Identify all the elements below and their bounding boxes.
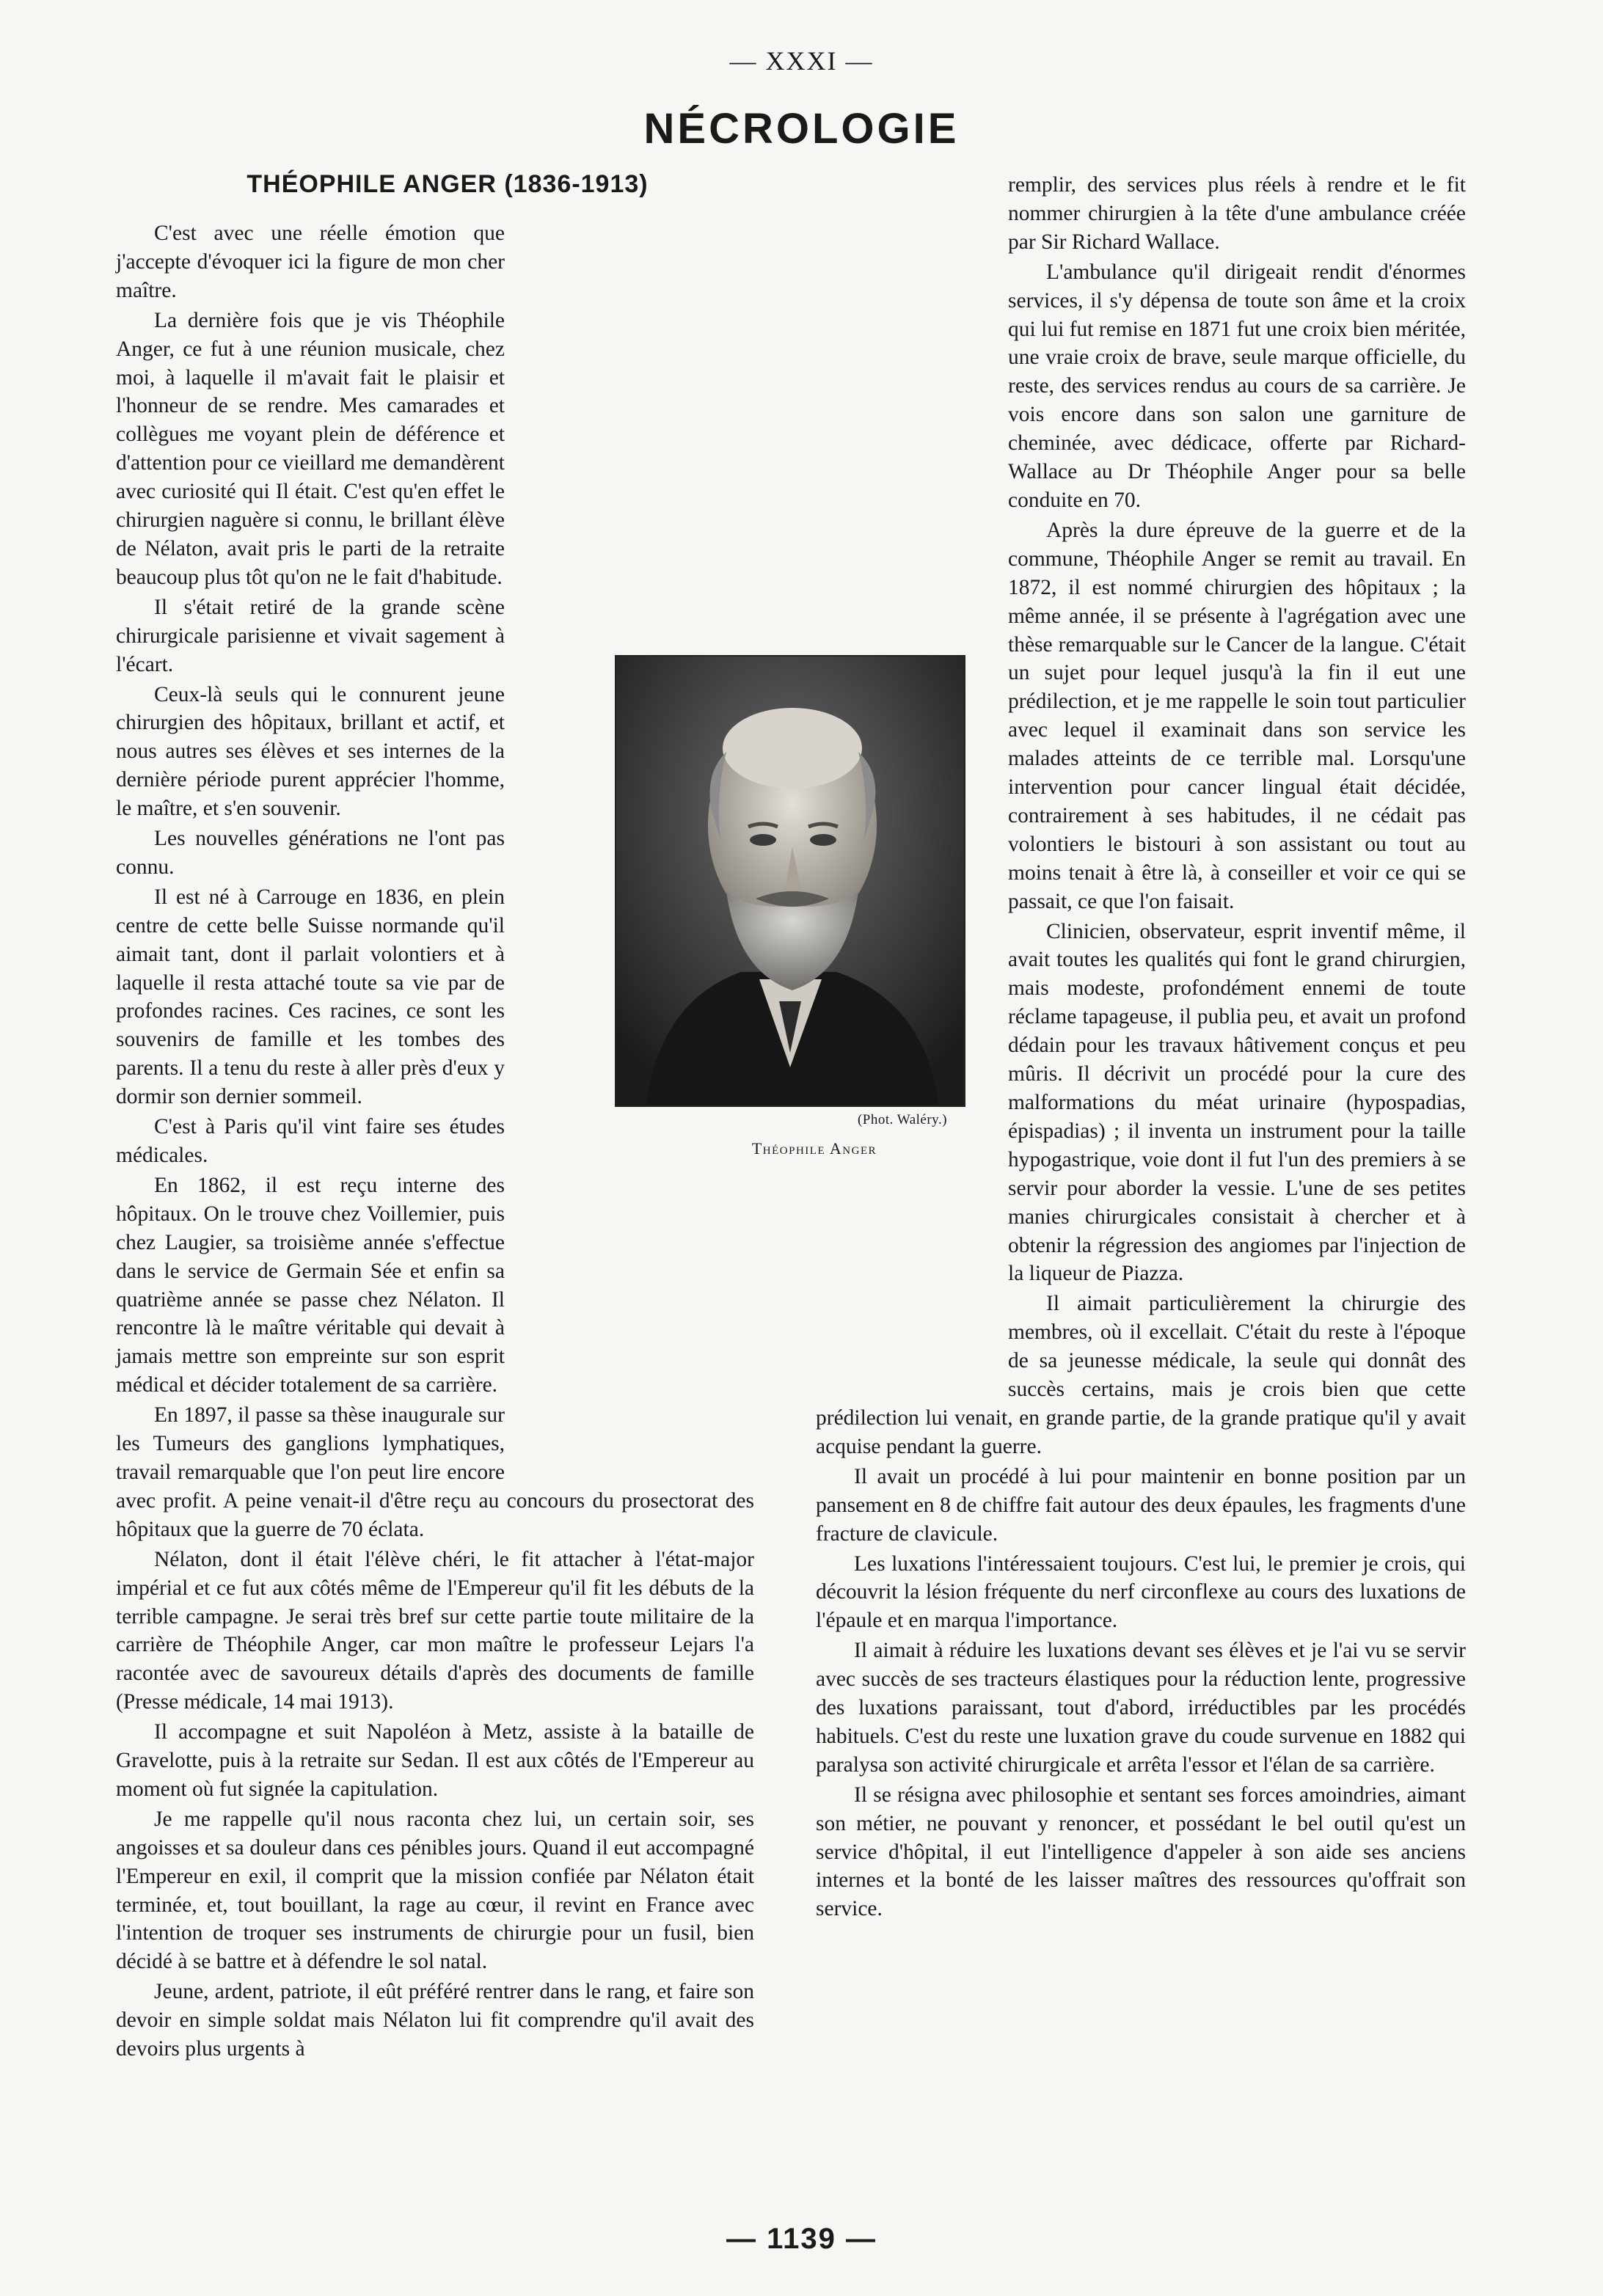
page-number: — 1139 — <box>726 2223 877 2255</box>
section-title: NÉCROLOGIE <box>643 105 960 153</box>
paragraph: Clinicien, observateur, esprit inventif même, il avait toutes les qualités qui font le grand chirurgien, mais modeste, profondément ennemi de toute réclame tapageuse, il publia peu, et avait un profond dédain pour les travaux hâtivement conçus et peu mûris. Il décrivit un procédé pour la cure des malformations du méat urinaire (hypospadias, épispadias) ; il inventa un instrument pour la taille hypogastrique, voie dont il fut l'un des premiers à se servir pour aborder la vessie. L'une de ses petites manies chirurgicales consistait à chercher et à obtenir la régression des angiomes par l'injection de la liqueur de Piazza. <box>1008 919 1466 1286</box>
paragraph: Il accompagne et suit Napoléon à Metz, assiste à la bataille de Gravelotte, puis à la retraite sur Sedan. Il est aux côtés de l'Empereur au moment où fut signée la capitulation. <box>116 1720 754 1801</box>
paragraph: Il aimait particulièrement la chirurgie des membres, où il excellait. C'était du reste à l'époque de sa jeunesse médicale, la seule qui donnât des succès certains, mais je crois bien que cette prédilection lui venait, en grande partie, de la grande pratique qu'il y avait acquise pendant la guerre. <box>816 1292 1466 1458</box>
article-title: THÉOPHILE ANGER (1836-1913) <box>247 170 649 198</box>
paragraph: Je me rappelle qu'il nous raconta chez lui, un certain soir, ses angoisses et sa douleur dans ces pénibles jours. Quand il eut accompagné l'Empereur en exil, il comprit que la mission confiée par Nélaton était terminée, et, tout bouillant, la rage au cœur, il revint en France avec l'intention de troquer ses instruments de chirurgie pour un fusil, bien décidé à se battre et à défendre le sol natal. <box>116 1807 754 1974</box>
paragraph: Jeune, ardent, patriote, il eût préféré rentrer dans le rang, et faire son devoir en simple soldat mais Nélaton lui fit comprendre qu'il avait des devoirs plus urgents à <box>116 1980 754 2061</box>
paragraph: Ceux-là seuls qui le connurent jeune chirurgien des hôpitaux, brillant et actif, et nous autres ses élèves et ses internes de la dernière période purent apprécier l'homme, le maître, et s'en souvenir. <box>116 682 505 821</box>
paragraph: remplir, des services plus réels à rendre et le fit nommer chirurgien à la tête d'une ambulance créée par Sir Richard Wallace. <box>1008 173 1466 254</box>
paragraph: Il s'était retiré de la grande scène chirurgicale parisienne et vivait sagement à l'écart. <box>116 595 505 676</box>
paragraph: Les nouvelles générations ne l'ont pas connu. <box>116 827 505 879</box>
paragraph: Nélaton, dont il était l'élève chéri, le fit attacher à l'état-major impérial et ce fut aux côtés même de l'Empereur qu'il fit les débuts de la terrible campagne. Je serai très bref sur cette partie toute militaire de la carrière de Théophile Anger, car mon maître le professeur Lejars l'a racontée avec de savoureux détails d'après des documents de famille (Presse médicale, 14 mai 1913). <box>116 1547 754 1714</box>
left-column <box>116 219 754 2063</box>
paragraph: Il est né à Carrouge en 1836, en plein centre de cette belle Suisse normande qu'il aimait tant, dont il parlait volontiers et à laquelle il resta attaché toute sa vie par de profondes racines. Ces racines, ce sont les souvenirs de famille et les tombes des parents. Il a tenu du reste à aller près d'eux y dormir son dernier sommeil. <box>116 885 505 1109</box>
paragraph: La dernière fois que je vis Théophile Anger, ce fut à une réunion musicale, chez moi, à laquelle il m'avait fait le plaisir et l'honneur de se rendre. Mes camarades et collègues me voyant plein de déférence et d'attention pour ce vieillard me demandèrent avec curiosité qui Il était. C'est qu'en effet le chirurgien naguère si connu, le brillant élève de Nélaton, avait pris le parti de la retraite beaucoup plus tôt qu'on ne le fait d'habitude. <box>116 308 505 589</box>
paragraph: C'est avec une réelle émotion que j'accepte d'évoquer ici la figure de mon cher maître. <box>116 222 505 302</box>
page-header-roman: — XXXI — <box>729 46 874 76</box>
paragraph: En 1862, il est reçu interne des hôpitaux. On le trouve chez Voillemier, puis chez Laugier, sa troisième année s'effectue dans le service de Germain Sée et enfin sa quatrième année se passe chez Nélaton. Il rencontre là le maître véritable qui devait à jamais mettre son empreinte sur son esprit médical et décider totalement de sa carrière. <box>116 1173 505 1397</box>
paragraph: Il avait un procédé à lui pour maintenir en bonne position par un pansement en 8 de chiffre fait autour des deux épaules, les fragments d'une fracture de clavicule. <box>816 1464 1466 1546</box>
paragraph: C'est à Paris qu'il vint faire ses études médicales. <box>116 1115 505 1167</box>
paragraph: Les luxations l'intéressaient toujours. C'est lui, le premier je crois, qui découvrit la lésion fréquente du nerf circonflexe au cours des luxations de l'épaule et en marqua l'importance. <box>816 1551 1466 1633</box>
paragraph: En 1897, il passe sa thèse inaugurale sur les Tumeurs des ganglions lymphatiques, travail remarquable que l'on peut lire encore avec profit. A peine venait-il d'être reçu au concours du prosectorat des hôpitaux que la guerre de 70 éclata. <box>116 1403 754 1541</box>
photo-credit: (Phot. Waléry.) <box>857 1112 948 1127</box>
paragraph: Après la dure épreuve de la guerre et de la commune, Théophile Anger se remit au travail. En 1872, il est nommé chirurgien des hôpitaux ; la même année, il se présente à l'agrégation avec une thèse remarquable sur le Cancer de la langue. C'était un sujet pour lequel jusqu'à la fin il eut une prédilection, et je me rappelle le soin tout particulier avec lequel il examinait dans son service les malades atteints de ce terrible mal. Lorsqu'une intervention pour cancer lingual était décidée, contrairement à ses habitudes, il ne cédait pas volontiers le bistouri à son assistant ou tout au moins tenait à être là, à conseiller et voir ce qui se passait, ce que l'on faisait. <box>1008 518 1466 913</box>
photo-caption: Théophile Anger <box>751 1139 877 1158</box>
paragraph: Il aimait à réduire les luxations devant ses élèves et je l'ai vu se servir avec succès de ses tracteurs élastiques pour la réduction lente, progressive des luxations paraissant, tout d'abord, irréductibles par les procédés habituels. C'est du reste une luxation grave du coude survenue en 1882 qui paralysa son activité chirurgicale et arrêta l'essor et l'élan de sa carrière. <box>816 1639 1466 1777</box>
portrait-illustration <box>616 657 964 1105</box>
portrait-photo <box>615 655 965 1107</box>
paragraph: Il se résigna avec philosophie et sentant ses forces amoindries, aimant son métier, ne pouvant y renoncer, et possédant le bel outil qu'est un service d'hôpital, il eut l'intelligence d'appeler à son aide ses anciens internes et la bonté de les laisser maîtres des ressources qu'offrait son service. <box>816 1783 1466 1921</box>
paragraph: L'ambulance qu'il dirigeait rendit d'énormes services, il s'y dépensa de toute son âme et la croix qui lui fut remise en 1871 fut une croix bien méritée, une vraie croix de brave, seule marque officielle, du reste, des services rendus au cours de sa carrière. Je vois encore dans son salon une garniture de cheminée, avec dédicace, offerte par Richard-Wallace au Dr Théophile Anger pour sa belle conduite en 70. <box>1008 260 1466 512</box>
